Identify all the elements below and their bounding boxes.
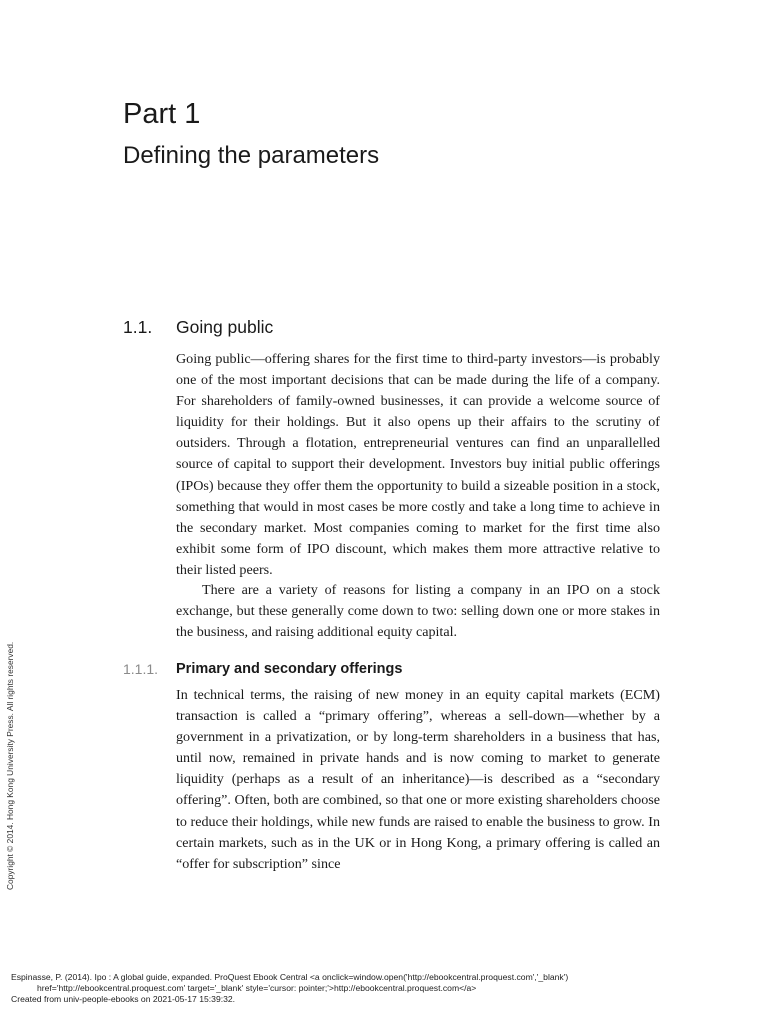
section-number: 1.1.: [123, 317, 153, 337]
body-paragraph: There are a variety of reasons for listing a company in an IPO on a stock exchange, but these generally come down to two: selling down one or more stakes in the business, and raising additional equity capital.: [176, 582, 660, 641]
copyright-notice: Copyright © 2014. Hong Kong University Press. All rights reserved.: [5, 641, 15, 890]
section-title: Going public: [176, 317, 274, 337]
body-paragraph: In technical terms, the raising of new money in an equity capital markets (ECM) transaction is called a “primary offering”, whereas a sell-down—whether by a government in a privatization, or by long-term shareholders in a business that has, until now, remained in private hands and is now coming to market to generate liquidity (perhaps as a result of an inheritance)—is described as a “secondary offering”. Often, both are combined, so that one or more existing shareholders choose to reduce their holdings, while new funds are raised to enable the business to grow. In certain markets, such as in the UK or in Hong Kong, a primary offering is called an “offer for subscription” since: [176, 687, 660, 872]
subsection-number: 1.1.1.: [123, 661, 159, 677]
footer-created: Created from univ-people-ebooks on 2021-05-17 15:39:32.: [11, 994, 236, 1004]
body-paragraph: Going public—offering shares for the first time to third-party investors—is probably one of the most important decisions that can be made during the life of a company. For shareholders of family-owned businesses, it can provide a welcome source of liquidity for their holdings. But it also opens up their affairs to the scrutiny of outsiders. Through a flotation, entrepreneurial ventures can find an unparallelled source of capital to support their development. Investors buy initial public offerings (IPOs) because they offer them the opportunity to build a sizeable position in a stock, something that would in most cases be more costly and take a long time to achieve in the secondary market. Most companies coming to market for the first time also exhibit some form of IPO discount, which makes them more attractive relative to their listed peers.: [176, 351, 660, 578]
page-footer: [11, 972, 751, 1005]
footer-citation: Espinasse, P. (2014). Ipo : A global guide, expanded. ProQuest Ebook Central <a onclick=window.open('http://ebookcentral.proquest.com','_blank'): [11, 972, 569, 982]
part-label: Part 1: [123, 98, 201, 130]
subsection-title: Primary and secondary offerings: [176, 661, 403, 677]
footer-link[interactable]: href='http://ebookcentral.proquest.com' target='_blank' style='cursor: pointer;'>http://ebookcentral.proquest.com</a>: [37, 983, 477, 993]
part-title: Defining the parameters: [123, 142, 380, 169]
